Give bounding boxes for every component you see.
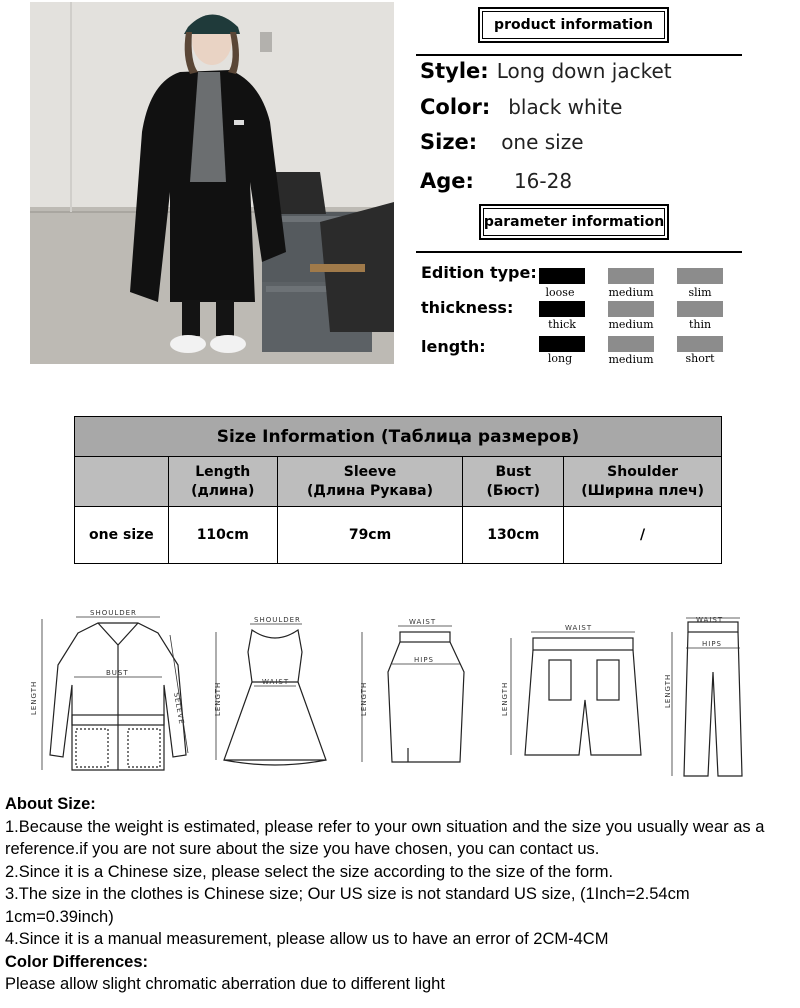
option-short: short [685,352,715,365]
label-bust: BUST [106,669,129,677]
label-waist: WAIST [262,678,290,686]
note-item-2: 2.Since it is a Chinese size, please select the size according to the size of the form. [5,862,614,881]
param-length-label: length: [421,337,486,356]
info-value-size: one size [501,130,584,154]
info-size [420,130,584,154]
product-information-title: product information [494,17,653,33]
cell-bust: 130cm [463,507,564,564]
header-empty [75,457,169,507]
parameter-information-header [479,204,669,240]
label-length: LENGTH [664,673,672,708]
label-length: LENGTH [214,681,222,716]
swatch-slim [677,268,723,284]
dress-measurement-diagram [210,612,340,772]
info-age [420,169,572,193]
header-length: Length (длина) [168,457,277,507]
param-edition-type-label: Edition type: [421,263,537,282]
about-size-heading: About Size: [5,795,96,813]
label-shoulder: SHOULDER [90,609,137,617]
header-shoulder: Shoulder (Ширина плеч) [564,457,722,507]
label-length: LENGTH [30,680,38,715]
size-table-title: Size Information (Таблица размеров) [75,417,722,457]
product-photo [30,2,394,364]
swatch-thin [677,301,723,317]
color-differences-text: Please allow slight chromatic aberration due to different light [5,975,445,993]
param-thickness-label: thickness: [421,298,514,317]
label-length: LENGTH [501,681,509,716]
color-differences-heading: Color Differences: [5,952,149,971]
label-waist: WAIST [409,618,437,626]
swatch-thick-selected [539,301,585,317]
header-bust: Bust (Бюст) [463,457,564,507]
option-medium: medium [608,286,654,299]
info-value-age: 16-28 [513,169,573,193]
jacket-measurement-diagram [28,605,198,780]
option-medium: medium [608,318,654,331]
label-hips: HIPS [414,656,434,664]
swatch-loose-selected [539,268,585,284]
option-thin: thin [688,318,712,331]
cell-sleeve: 79cm [277,507,463,564]
info-key-color: Color: [420,95,491,119]
info-key-age: Age: [420,169,474,193]
swatch-short [677,336,723,352]
option-long: long [547,352,573,365]
note-item-4: 4.Since it is a manual measurement, please allow us to have an error of 2CM-4CM [5,930,609,948]
swatch-medium [608,268,654,284]
info-style [420,59,672,83]
info-key-size: Size: [420,130,478,154]
info-key-style: Style: [420,59,489,83]
parameter-information-title: parameter information [483,214,665,230]
trousers-measurement-diagram [662,612,762,782]
shorts-measurement-diagram [495,620,645,765]
skirt-measurement-diagram [352,612,472,772]
note-item-3: 3.The size in the clothes is Chinese size; Our US size is not standard US size, (1Inch=2.54cm 1cm=0.39inch) [5,885,690,926]
swatch-medium [608,336,654,352]
info-value-style: Long down jacket [496,59,672,83]
label-waist: WAIST [565,624,593,632]
option-medium: medium [608,353,654,366]
option-thick: thick [548,318,576,331]
label-waist: WAIST [696,616,724,624]
header-sleeve: Sleeve (Длина Рукава) [277,457,463,507]
size-information-table [74,416,722,564]
option-loose: loose [545,286,575,299]
cell-length: 110cm [168,507,277,564]
size-notes [5,793,797,996]
cell-size: one size [75,507,169,564]
product-information-header [478,7,669,43]
label-shoulder: SHOULDER [254,616,301,624]
divider-line [416,251,742,253]
option-slim: slim [688,286,712,299]
swatch-long-selected [539,336,585,352]
info-color [420,95,622,119]
model-wearing-jacket-image [30,2,394,364]
divider-line [416,54,742,56]
label-hips: HIPS [702,640,722,648]
table-row [75,507,722,564]
label-length: LENGTH [360,681,368,716]
swatch-medium [608,301,654,317]
label-sleeve: SELEVE [172,691,186,726]
size-table-header-row [75,457,722,507]
info-value-color: black white [508,95,623,119]
note-item-1: 1.Because the weight is estimated, please refer to your own situation and the size you usually wear as a reference.if you are not sure about the size you have chosen, you can contact us. [5,817,765,858]
cell-shoulder: / [564,507,722,564]
